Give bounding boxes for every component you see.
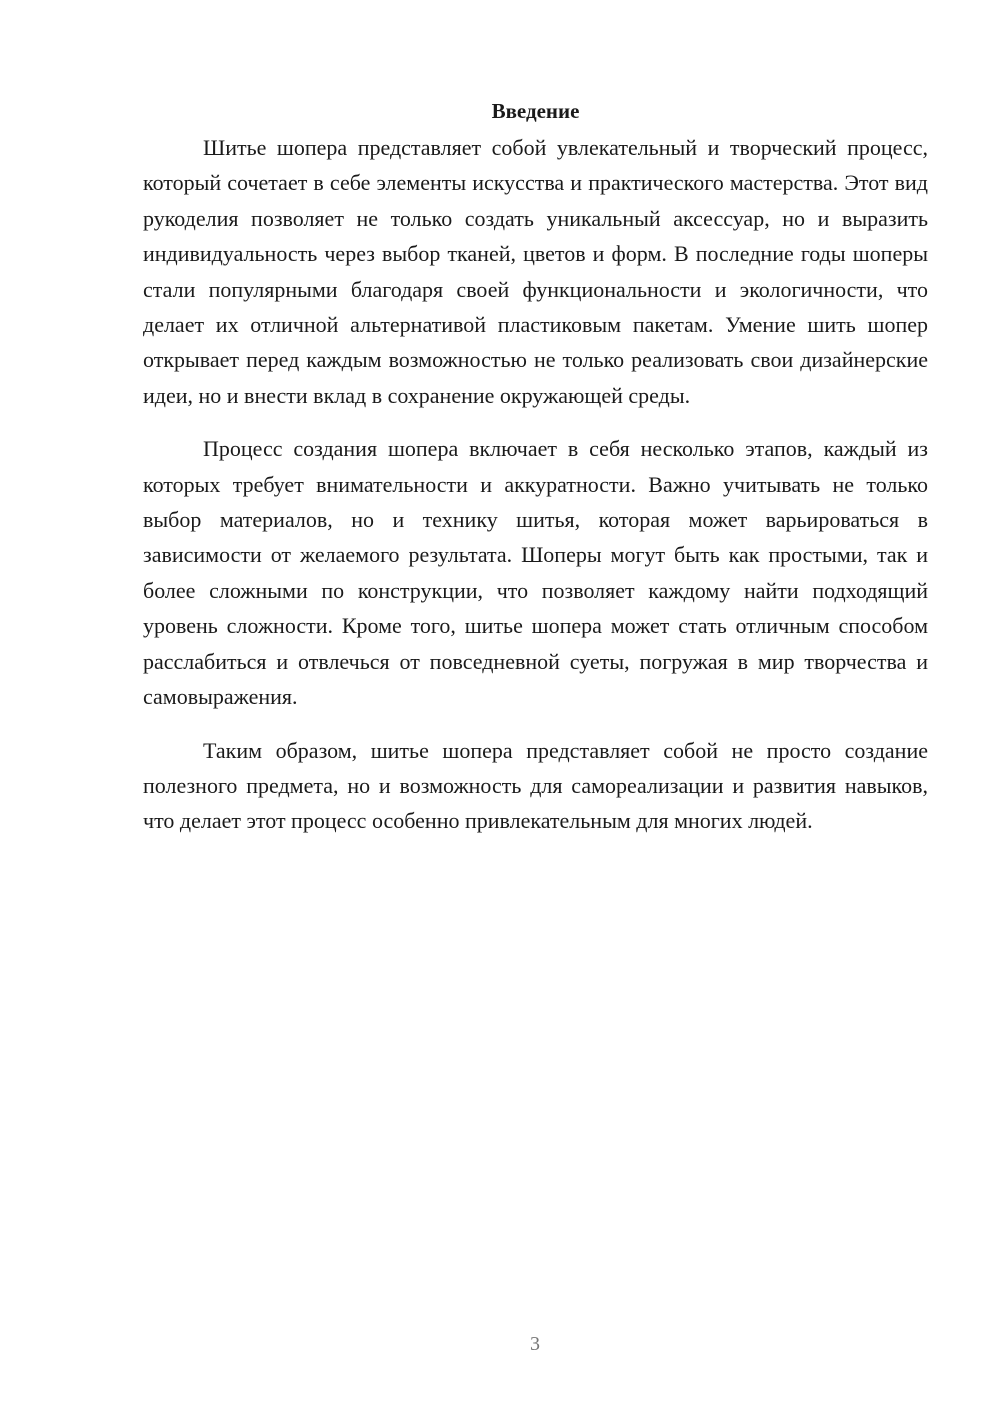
- page-content: [143, 96, 928, 857]
- section-title: Введение: [491, 99, 580, 123]
- page-number: 3: [530, 1333, 540, 1355]
- paragraph-2: Процесс создания шопера включает в себя несколько этапов, каждый из которых требует внимательности и аккуратности. Важно учитывать не только выбор материалов, но и технику шитья, которая может варьироваться в зависимости от желаемого результата. Шоперы могут быть как простыми, так и более сложными по конструкции, что позволяет каждому найти подходящий уровень сложности. Кроме того, шитье шопера может стать отличным способом расслабиться и отвлечься от повседневной суеты, погружая в мир творчества и самовыражения.: [143, 436, 928, 710]
- paragraph-1: Шитье шопера представляет собой увлекательный и творческий процесс, который сочетает в себе элементы искусства и практического мастерства. Этот вид рукоделия позволяет не только создать уникальный аксессуар, но и выразить индивидуальность через выбор тканей, цветов и форм. В последние годы шоперы стали популярными благодаря своей функциональности и экологичности, что делает их отличной альтернативой пластиковым пакетам. Умение шить шопер открывает перед каждым возможностью не только реализовать свои дизайнерские идеи, но и внести вклад в сохранение окружающей среды.: [143, 135, 928, 408]
- paragraph-3: Таким образом, шитье шопера представляет собой не просто создание полезного предмета, но и возможность для самореализации и развития навыков, что делает этот процесс особенно привлекательным для многих людей.: [143, 737, 928, 834]
